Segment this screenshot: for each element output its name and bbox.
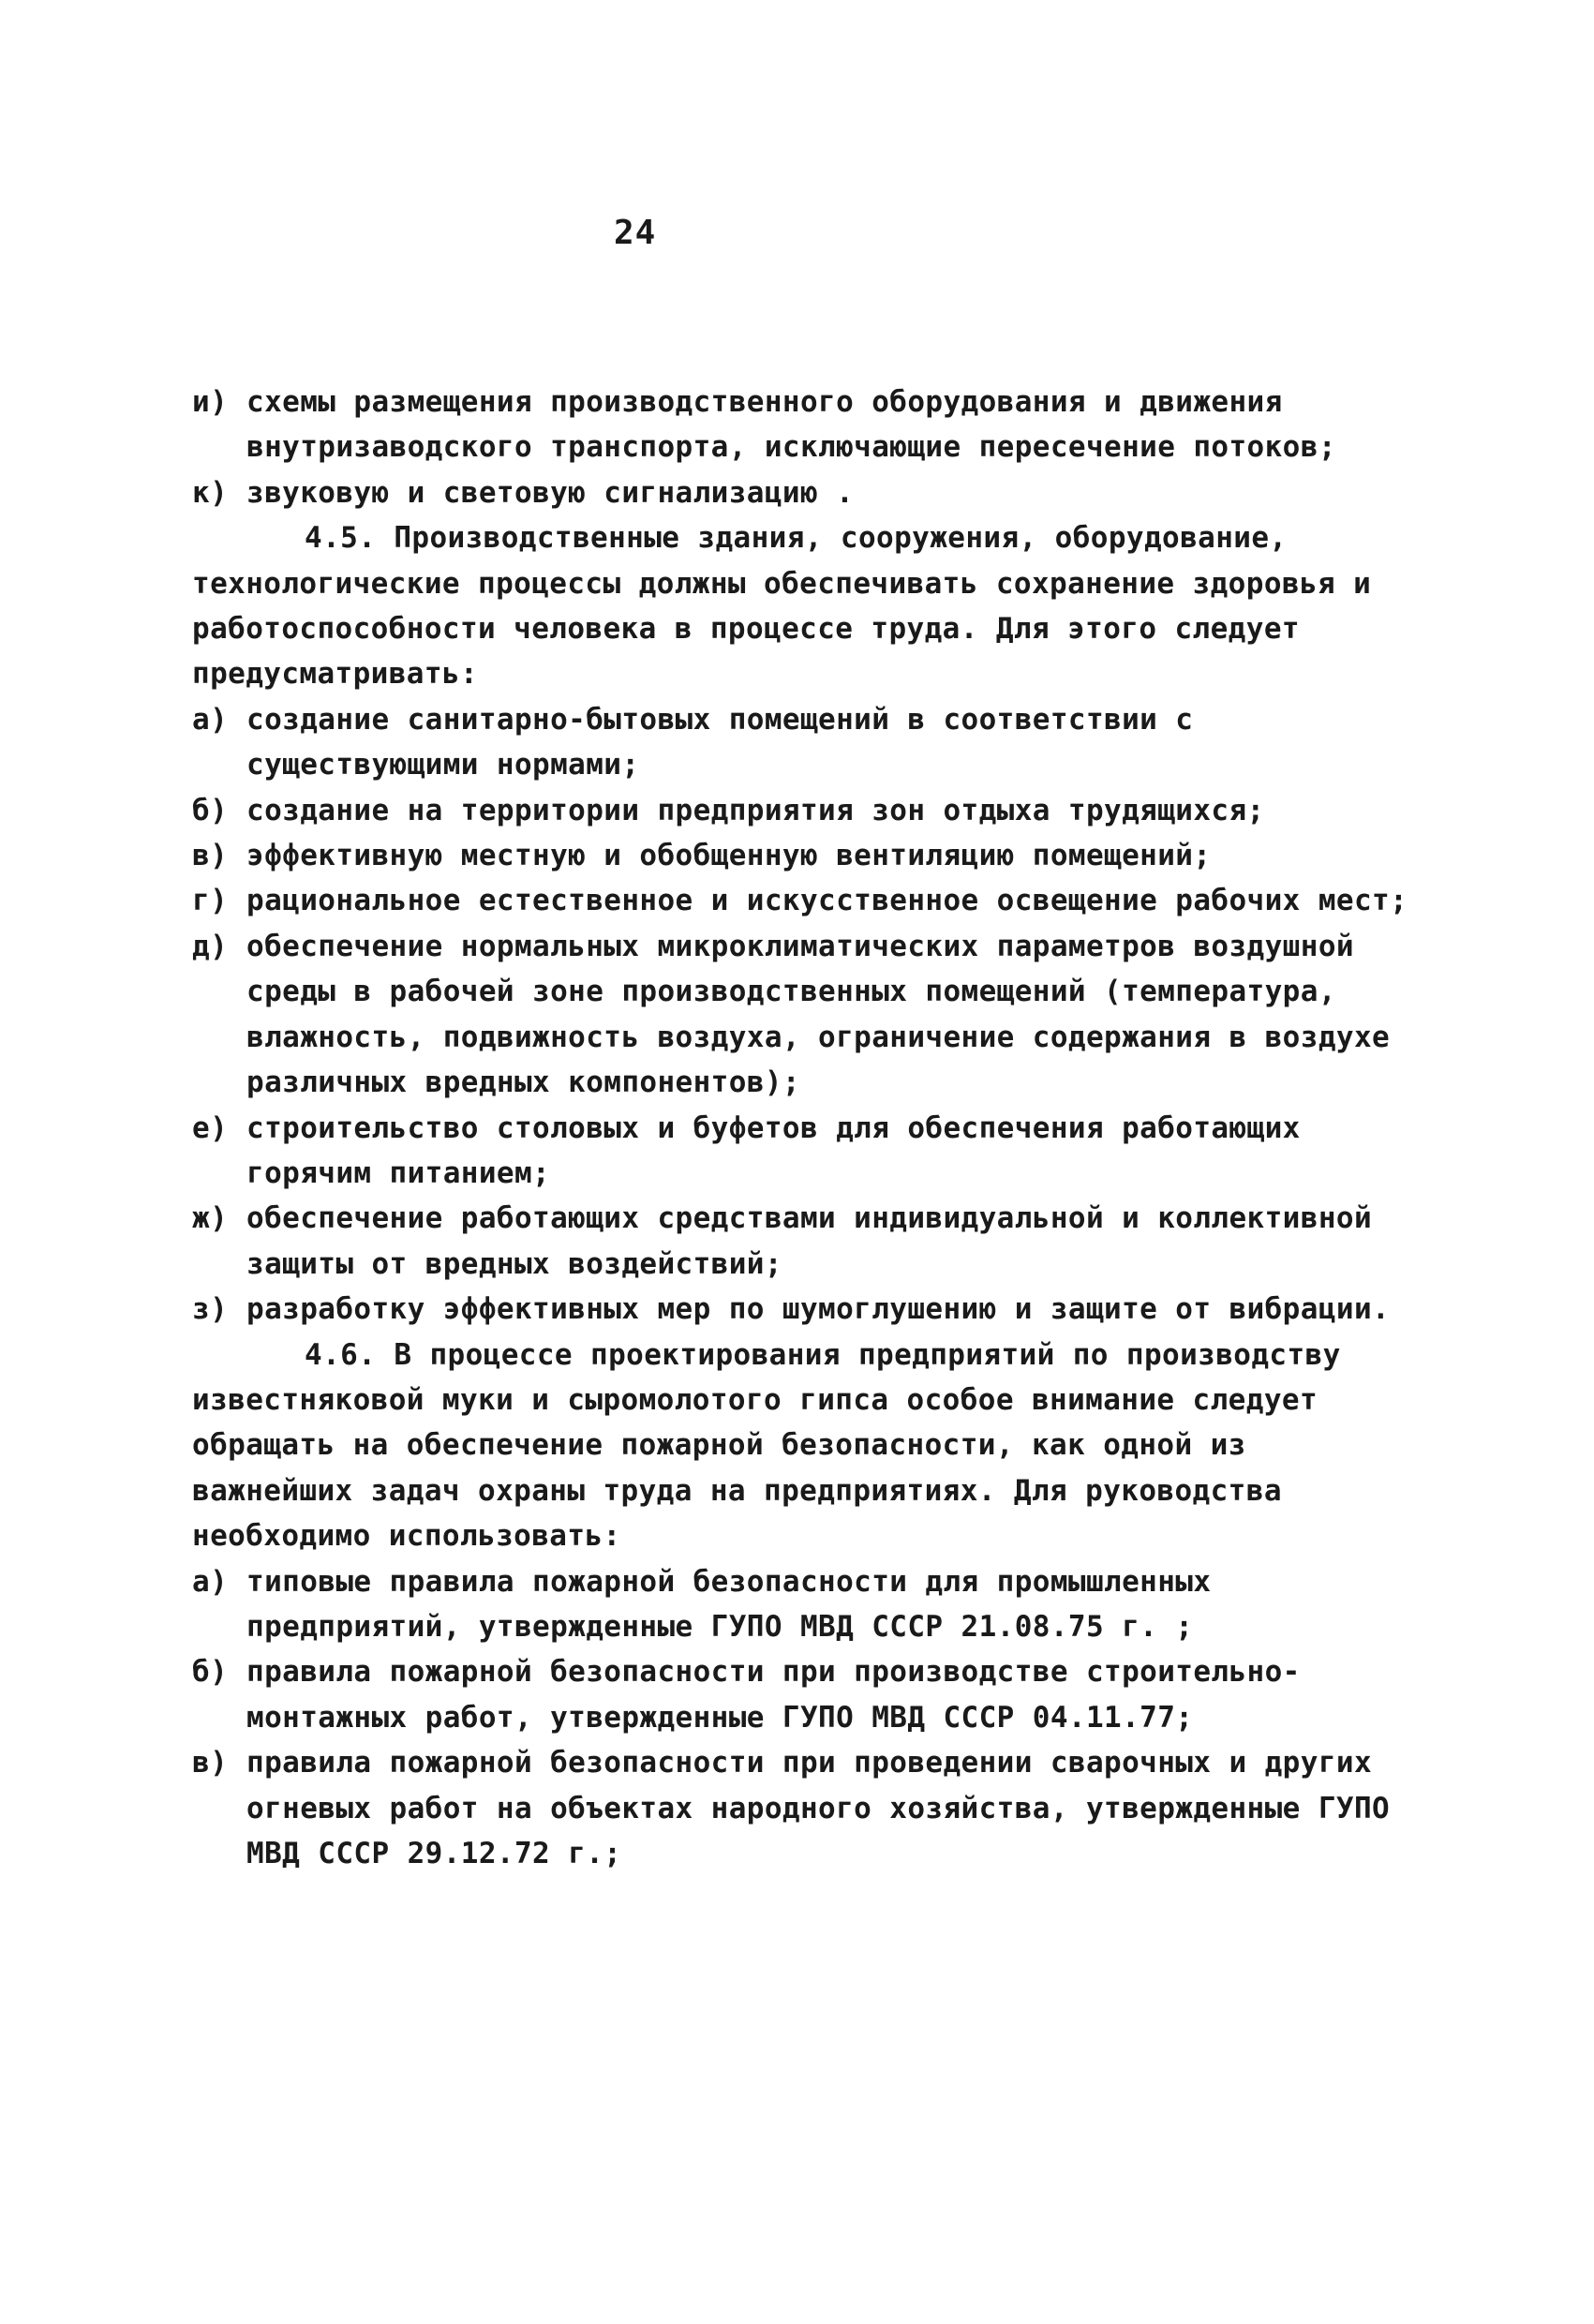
page-number: 24 [614, 214, 657, 252]
list-item [192, 1287, 1410, 1332]
list-item [192, 1196, 1410, 1287]
list-item [192, 788, 1410, 833]
list-item-marker: г) [192, 884, 229, 918]
list-item-marker: и) [192, 385, 229, 419]
list-item-text: рациональное естественное и искусственное освещение рабочих мест; [246, 884, 1408, 918]
list-item-text: обеспечение нормальных микроклиматических параметров воздушной среды в рабочей зоне производственных помещений (температура, влажность, подвижность воздуха, ограничение содержания в воздухе различных вредных компонентов); [246, 929, 1408, 1100]
list-item-marker: в) [192, 1746, 229, 1780]
list-item [192, 697, 1410, 788]
list-item [192, 1649, 1410, 1740]
list-item [192, 1740, 1410, 1876]
list-item-marker: а) [192, 702, 229, 737]
list-item [192, 1559, 1410, 1650]
list-item [192, 380, 1410, 470]
list-item [192, 878, 1410, 923]
list-item-marker: ж) [192, 1201, 229, 1236]
list-item-text: создание на территории предприятия зон отдыха трудящихся; [246, 793, 1265, 827]
list-item [192, 924, 1410, 1106]
list-item-marker: б) [192, 793, 229, 827]
list-item [192, 833, 1410, 878]
list-item-text: правила пожарной безопасности при производстве строительно-монтажных работ, утвержденные ГУПО МВД СССР 04.11.77; [246, 1655, 1301, 1735]
list-item-text: обеспечение работающих средствами индивидуальной и коллективной защиты от вредных воздействий; [246, 1201, 1391, 1281]
paragraph: 4.5. Производственные здания, сооружения, оборудование, технологические процессы должны обеспечивать сохранение здоровья и работоспособности человека в процессе труда. Для этого следует предусматривать: [192, 521, 1390, 692]
list-item-text: создание санитарно-бытовых помещений в соответствии с существующими нормами; [246, 702, 1212, 782]
list-item-marker: е) [192, 1110, 229, 1145]
list-item [192, 470, 1410, 515]
list-item-text: схемы размещения производственного оборудования и движения внутризаводского транспорта, исключающие пересечение потоков; [246, 385, 1336, 465]
list-item-marker: д) [192, 929, 229, 963]
list-item-text: строительство столовых и буфетов для обеспечения работающих горячим питанием; [246, 1110, 1318, 1190]
document-body [192, 380, 1410, 1876]
list-item-text: эффективную местную и обобщенную вентиляцию помещений; [246, 839, 1212, 873]
list-item-text: типовые правила пожарной безопасности для промышленных предприятий, утвержденные ГУПО МВД СССР 21.08.75 г. ; [246, 1564, 1229, 1644]
list-item-text: звуковую и световую сигнализацию . [246, 475, 855, 510]
paragraph: 4.6. В процессе проектирования предприятий по производству известняковой муки и сыромолотого гипса особое внимание следует обращать на обеспечение пожарной безопасности, как одной из важнейших задач охраны труда на предприятиях. Для руководства необходимо использовать: [192, 1337, 1359, 1554]
list-item-marker: б) [192, 1655, 229, 1690]
list-item-marker: в) [192, 839, 229, 873]
list-item-marker: з) [192, 1292, 229, 1327]
list-item-marker: к) [192, 475, 229, 510]
list-item [192, 1106, 1410, 1197]
list-item-text: правила пожарной безопасности при проведении сварочных и других огневых работ на объектах народного хозяйства, утвержденные ГУПО МВД СССР 29.12.72 г.; [246, 1746, 1408, 1870]
list-item-marker: а) [192, 1564, 229, 1599]
list-item-text: разработку эффективных мер по шумоглушению и защите от вибрации. [246, 1292, 1391, 1327]
